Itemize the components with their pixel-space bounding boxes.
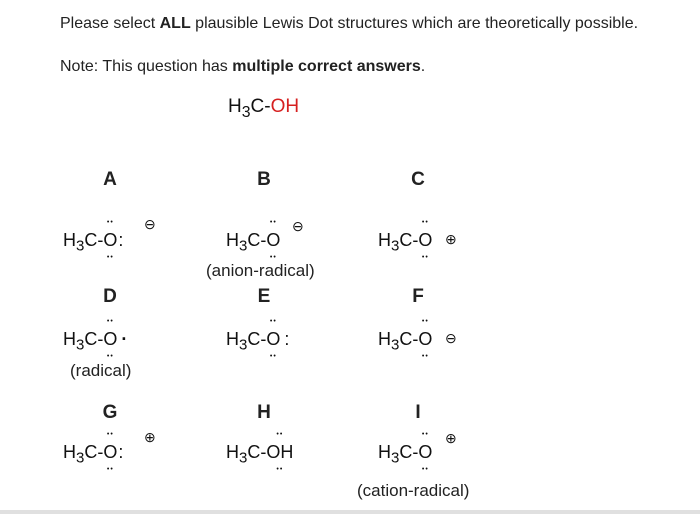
- option-label-a[interactable]: A: [103, 169, 117, 190]
- caption-cation-radical: (cation-radical): [357, 481, 470, 500]
- structure-h[interactable]: $H_3C-••$ OH ••: [226, 442, 293, 467]
- minus-charge-icon: ⊖: [292, 218, 304, 234]
- plus-charge-icon: ⊕: [144, 429, 156, 445]
- option-label-i[interactable]: I: [415, 402, 421, 423]
- option-label-d[interactable]: D: [103, 286, 117, 307]
- bottom-edge: [0, 510, 700, 514]
- molecular-formula: $H_3C-OH$: [228, 96, 300, 121]
- structure-d[interactable]: $H_3C-••$ O •• ·: [63, 329, 127, 354]
- caption-radical: (radical): [70, 361, 132, 380]
- caption-anion-radical: (anion-radical): [206, 261, 315, 280]
- structure-f[interactable]: $H_3C-••$ O •• ⊖: [378, 329, 432, 354]
- option-label-b[interactable]: B: [257, 169, 271, 190]
- option-label-g[interactable]: G: [102, 402, 118, 423]
- radical-dot: ·: [121, 329, 128, 349]
- option-label-e[interactable]: E: [257, 286, 271, 307]
- structure-a[interactable]: $H_3C-••$ O ••: ⊖: [63, 230, 123, 255]
- minus-charge-icon: ⊖: [144, 216, 156, 232]
- option-label-h[interactable]: H: [257, 402, 271, 423]
- structure-i[interactable]: $H_3C-••$ O •• ⊕: [378, 442, 432, 467]
- option-label-c[interactable]: C: [411, 169, 425, 190]
- question-note: Note: This question has multiple correct answers.: [60, 58, 426, 75]
- question-text: Please select ALL plausible Lewis Dot structures which are theoretically possible.: [60, 15, 639, 32]
- structure-e[interactable]: $H_3C-••$ O •• :: [226, 329, 289, 354]
- structure-c[interactable]: $H_3C-••$ O •• ⊕: [378, 230, 432, 255]
- plus-charge-icon: ⊕: [445, 430, 457, 446]
- structure-g[interactable]: $H_3C-••$ O ••: ⊕: [63, 442, 123, 467]
- option-label-f[interactable]: F: [412, 286, 424, 307]
- minus-charge-icon: ⊖: [445, 330, 457, 346]
- structure-b[interactable]: $H_3C-••$ O •• ⊖: [226, 230, 280, 255]
- plus-charge-icon: ⊕: [445, 231, 457, 247]
